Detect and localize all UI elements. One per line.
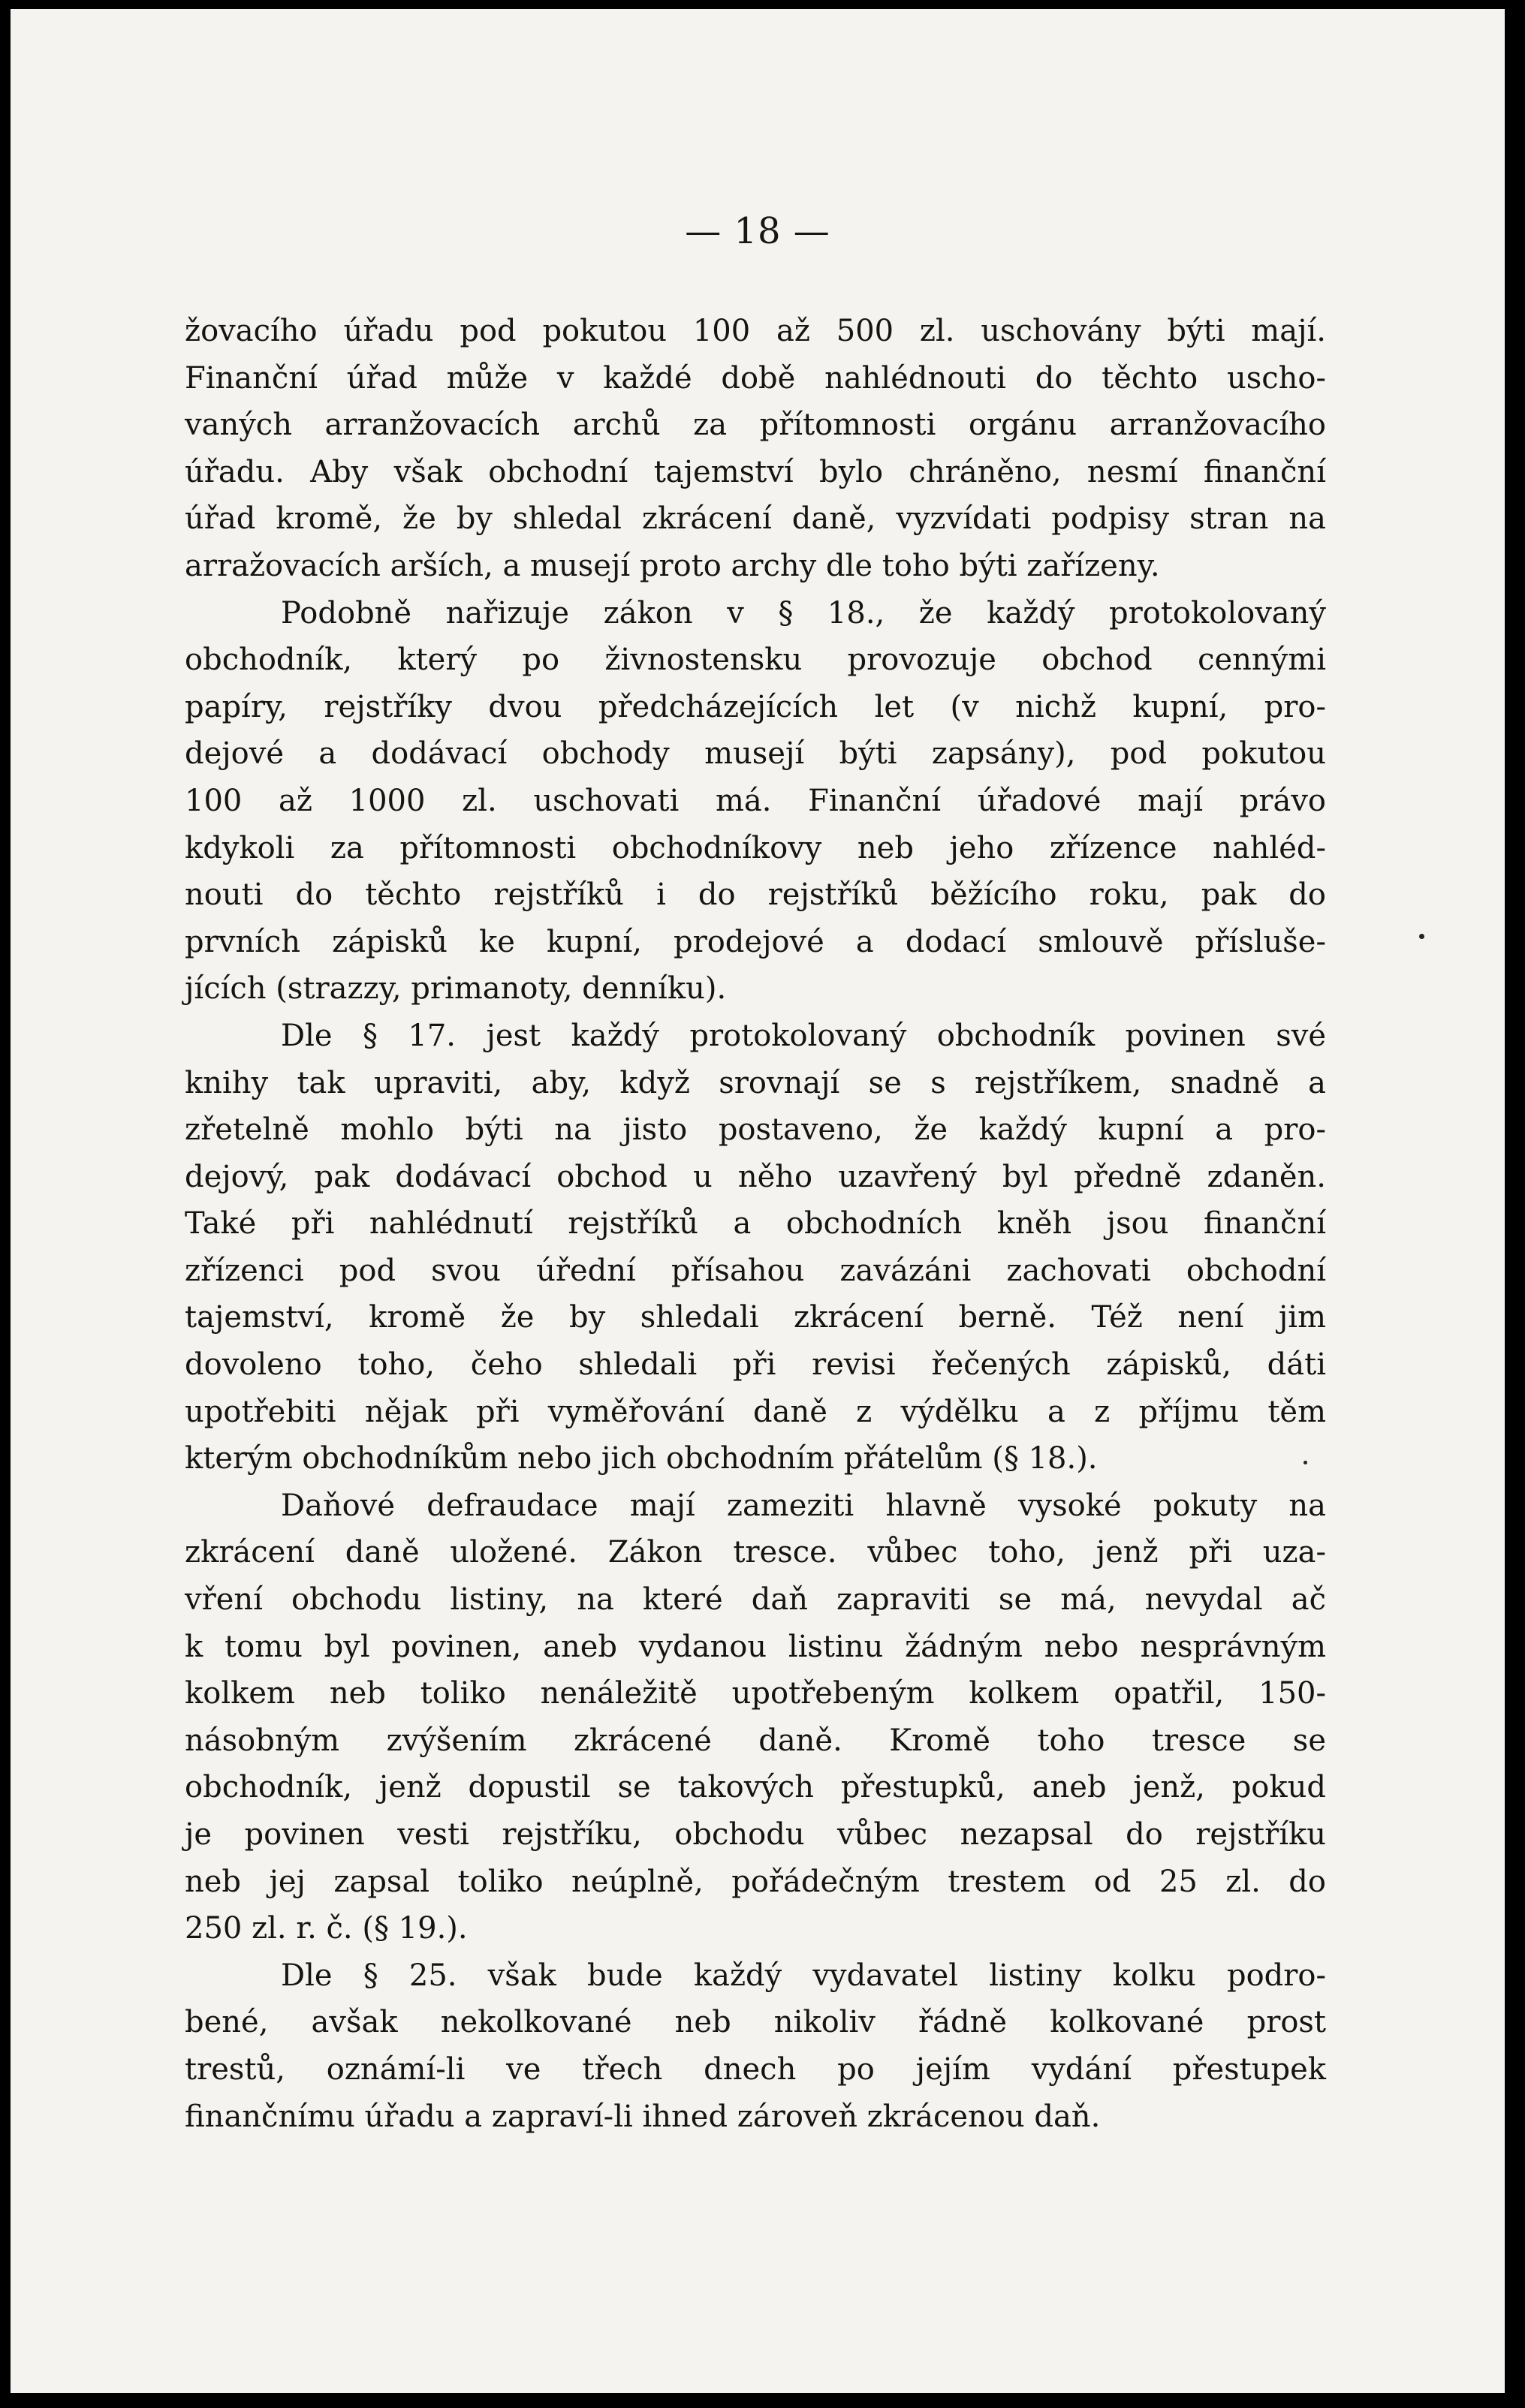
text-line: Dle § 25. však bude každý vydavatel listiny kolku podro- xyxy=(281,1958,1326,1993)
text-line: upotřebiti nějak při vyměřování daně z výdělku a z příjmu těm xyxy=(185,1394,1326,1429)
text-line: Dle § 17. jest každý protokolovaný obchodník povinen své xyxy=(281,1018,1326,1053)
text-line: kolkem neb toliko nenáležitě upotřebeným kolkem opatřil, 150- xyxy=(185,1676,1326,1711)
text-line: neb jej zapsal toliko neúplně, pořádečným trestem od 25 zl. do xyxy=(185,1864,1326,1899)
text-line: dovoleno toho, čeho shledali při revisi řečených zápisků, dáti xyxy=(185,1347,1326,1383)
text-line: obchodník, který po živnostensku provozuje obchod cennými xyxy=(185,643,1326,678)
text-line: násobným zvýšením zkrácené daně. Kromě toho tresce se xyxy=(185,1723,1326,1758)
body-text xyxy=(185,308,1326,2140)
text-line: 250 zl. r. č. (§ 19.). xyxy=(185,1911,468,1946)
text-line: vaných arranžovacích archů za přítomnosti orgánu arranžovacího xyxy=(185,408,1326,443)
scanned-page xyxy=(11,9,1505,2393)
text-line: obchodník, jenž dopustil se takových přestupků, aneb jenž, pokud xyxy=(185,1770,1326,1805)
text-line: 100 až 1000 zl. uschovati má. Finanční úřadové mají právo xyxy=(185,783,1326,818)
text-line: žovacího úřadu pod pokutou 100 až 500 zl. uschovány býti mají. xyxy=(185,314,1326,348)
page-number: — 18 — xyxy=(685,210,830,252)
text-line: zřízenci pod svou úřední přísahou zavázáni zachovati obchodní xyxy=(185,1253,1326,1288)
text-line: úřadu. Aby však obchodní tajemství bylo chráněno, nesmí finanční xyxy=(185,454,1326,489)
text-line: k tomu byl povinen, aneb vydanou listinu žádným nebo nesprávným xyxy=(185,1629,1326,1664)
text-line: zkrácení daně uložené. Zákon tresce. vůbec toho, jenž při uza- xyxy=(185,1535,1326,1570)
text-line: bené, avšak nekolkované neb nikoliv řádně kolkované prost xyxy=(185,2005,1326,2040)
text-line: trestů, oznámí-li ve třech dnech po jejím vydání přestupek xyxy=(185,2051,1326,2087)
text-line: jících (strazzy, primanoty, denníku). xyxy=(185,971,727,1007)
text-line: Podobně nařizuje zákon v § 18., že každý protokolovaný xyxy=(281,595,1326,631)
text-line: úřad kromě, že by shledal zkrácení daně, vyzvídati podpisy stran na xyxy=(185,501,1326,537)
text-line: zřetelně mohlo býti na jisto postaveno, že každý kupní a pro- xyxy=(185,1112,1326,1148)
text-line: nouti do těchto rejstříků i do rejstříků běžícího roku, pak do xyxy=(185,877,1326,913)
text-line: Také při nahlédnutí rejstříků a obchodních kněh jsou finanční xyxy=(185,1206,1326,1242)
text-line: vření obchodu listiny, na které daň zapraviti se má, nevydal ač xyxy=(185,1582,1326,1618)
text-line: kdykoli za přítomnosti obchodníkovy neb jeho zřízence nahléd- xyxy=(185,830,1326,865)
scan-speck xyxy=(1419,934,1424,939)
text-line: Daňové defraudace mají zameziti hlavně vysoké pokuty na xyxy=(281,1488,1326,1523)
text-line: finančnímu úřadu a zapraví-li ihned zároveň zkrácenou daň. xyxy=(185,2099,1101,2134)
text-line: prvních zápisků ke kupní, prodejové a dodací smlouvě přísluše- xyxy=(185,924,1326,959)
text-line: arražovacích arších, a musejí proto archy dle toho býti zařízeny. xyxy=(185,548,1160,583)
text-line: dejový, pak dodávací obchod u něho uzavřený byl předně zdaněn. xyxy=(185,1159,1326,1194)
text-line: je povinen vesti rejstříku, obchodu vůbec nezapsal do rejstříku xyxy=(185,1817,1326,1852)
text-line: dejové a dodávací obchody musejí býti zapsány), pod pokutou xyxy=(185,736,1326,772)
text-line: kterým obchodníkům nebo jich obchodním přátelům (§ 18.). xyxy=(185,1441,1098,1476)
text-line: Finanční úřad může v každé době nahlédnouti do těchto uscho- xyxy=(185,360,1326,396)
text-line: knihy tak upraviti, aby, když srovnají se s rejstříkem, snadně a xyxy=(185,1065,1326,1100)
text-line: tajemství, kromě že by shledali zkrácení berně. Též není jim xyxy=(185,1300,1326,1335)
scan-speck xyxy=(1303,1461,1307,1464)
text-line: papíry, rejstříky dvou předcházejících let (v nichž kupní, pro- xyxy=(185,689,1326,724)
